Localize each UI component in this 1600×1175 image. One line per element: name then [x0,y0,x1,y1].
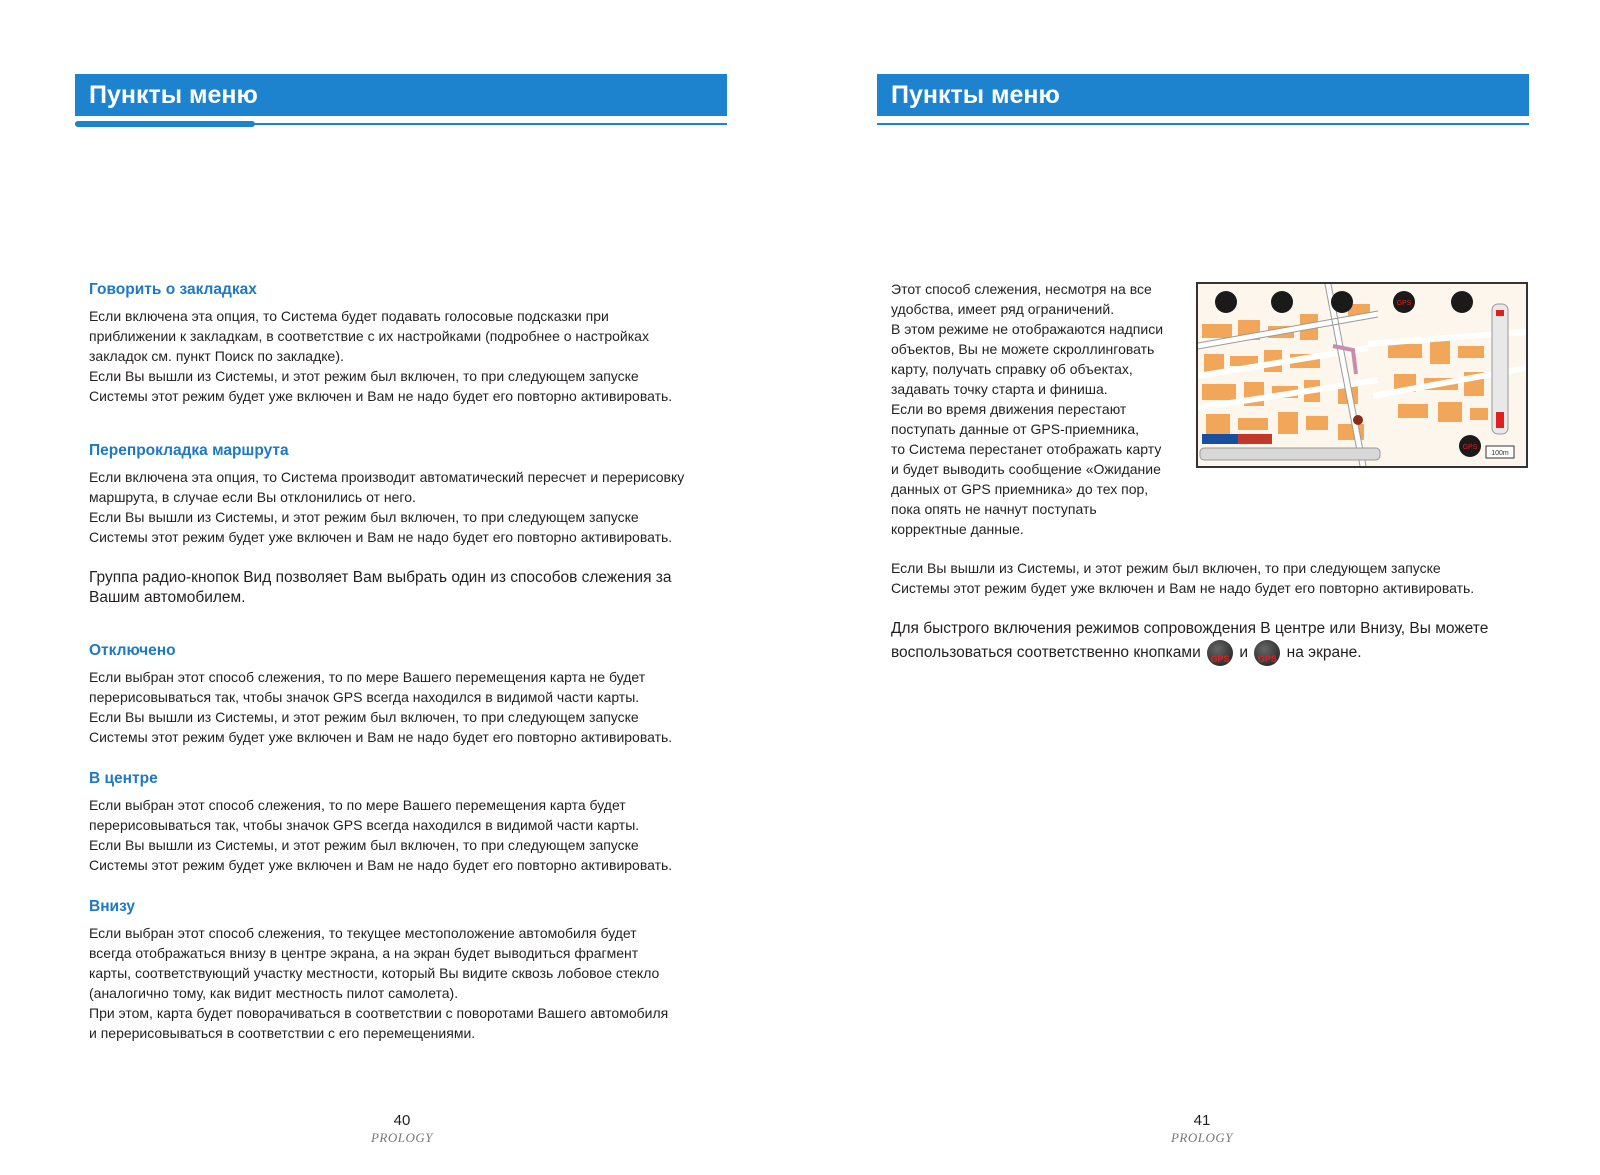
section-text-reroute: Если включена эта опция, то Система производит автоматический пересчет и перерисовку маршрута, в случае если Вы отклонились от него. Если Вы вышли из Системы, и этот режим был включен, то при следующем запуске Системы этот режим будет уже включен и Вам не надо будет его повторно активировать. [89,469,685,545]
quick-mode-text [891,618,1591,666]
page-number: 40 [393,1112,411,1129]
quick-mode-line2-b: на экране. [1286,644,1362,662]
map-scale-label: 100m [1491,450,1509,457]
svg-text:GPS: GPS [1462,444,1478,451]
section-text-off: Если выбран этот способ слежения, то по мере Вашего перемещения карта не будет перерисовываться так, чтобы значок GPS всегда находился в видимой части карты. Если Вы вышли из Системы, и этот режим был включен, то при следующем запуске Системы этот режим будет уже включен и Вам не надо будет его повторно активировать. [89,669,673,745]
brand-logo: PROLOGY [1170,1130,1233,1145]
page-header: Пункты меню [75,74,727,116]
gps-bottom-icon: GPS [1254,640,1280,666]
page-number: 41 [1193,1112,1211,1129]
quick-mode-line2 [891,640,1591,666]
quick-and: и [1239,644,1249,662]
map-screenshot [1196,282,1528,468]
header-tab [75,121,255,127]
header-rule [877,123,1529,125]
section-heading-bookmarks: Говорить о закладках [89,281,257,298]
view-group-intro: Группа радио-кнопок Вид позволяет Вам выбрать один из способов слежения за Вашим автомобилем. [89,569,672,606]
section-heading-bottom: Внизу [89,898,136,915]
exit-text: Если Вы вышли из Системы, и этот режим был включен, то при следующем запуске Системы этот режим будет уже включен и Вам не надо будет его повторно активировать. [891,560,1475,596]
page-header: Пункты меню [877,74,1529,116]
page-right [800,0,1600,1175]
section-heading-off: Отключено [89,642,176,659]
limitations-text: Этот способ слежения, несмотря на все удобства, имеет ряд ограничений. В этом режиме не отображаются надписи объектов, Вы не можете скроллинговать карту, получать справку об объектах, задавать точку старта и финиша. Если во время движения перестают поступать данные от GPS-приемника, то Система перестанет отображать карту и будет выводить сообщение «Ожидание данных от GPS приемника» до тех пор, пока опять не начнут поступать корректные данные. [891,281,1164,537]
section-heading-reroute: Перепрокладка маршрута [89,442,289,459]
section-text-bookmarks: Если включена эта опция, то Система будет подавать голосовые подсказки при приближении к закладкам, в соответствие с их настройками (подробнее о настройках закладок см. пункт Поиск по закладке). Если Вы вышли из Системы, и этот режим был включен, то при следующем запуске Системы этот режим будет уже включен и Вам не надо будет его повторно активировать. [89,308,673,404]
section-heading-center: В центре [89,770,158,787]
section-text-bottom: Если выбран этот способ слежения, то текущее местоположение автомобиля будет всегда отображаться внизу в центре экрана, а на экран будет выводиться фрагмент карты, соответствующий участку местности, который Вы видите сквозь лобовое стекло (аналогично тому, как видит местность пилот самолета). При этом, карта будет поворачиваться в соответствии с поворотами Вашего автомобиля и перерисовываться в соответствии с его перемещениями. [89,925,669,1041]
map-graphic [1198,284,1526,466]
gps-center-icon: GPS [1207,640,1233,666]
section-text-center: Если выбран этот способ слежения, то по мере Вашего перемещения карта будет перерисовываться так, чтобы значок GPS всегда находился в видимой части карты. Если Вы вышли из Системы, и этот режим был включен, то при следующем запуске Системы этот режим будет уже включен и Вам не надо будет его повторно активировать. [89,797,673,873]
quick-mode-line1: Для быстрого включения режимов сопровождения В центре или Внизу, Вы можете [891,620,1489,637]
brand-logo: PROLOGY [370,1130,433,1145]
quick-mode-line2-a: воспользоваться соответственно кнопками [891,644,1201,662]
svg-text:GPS: GPS [1396,300,1412,307]
